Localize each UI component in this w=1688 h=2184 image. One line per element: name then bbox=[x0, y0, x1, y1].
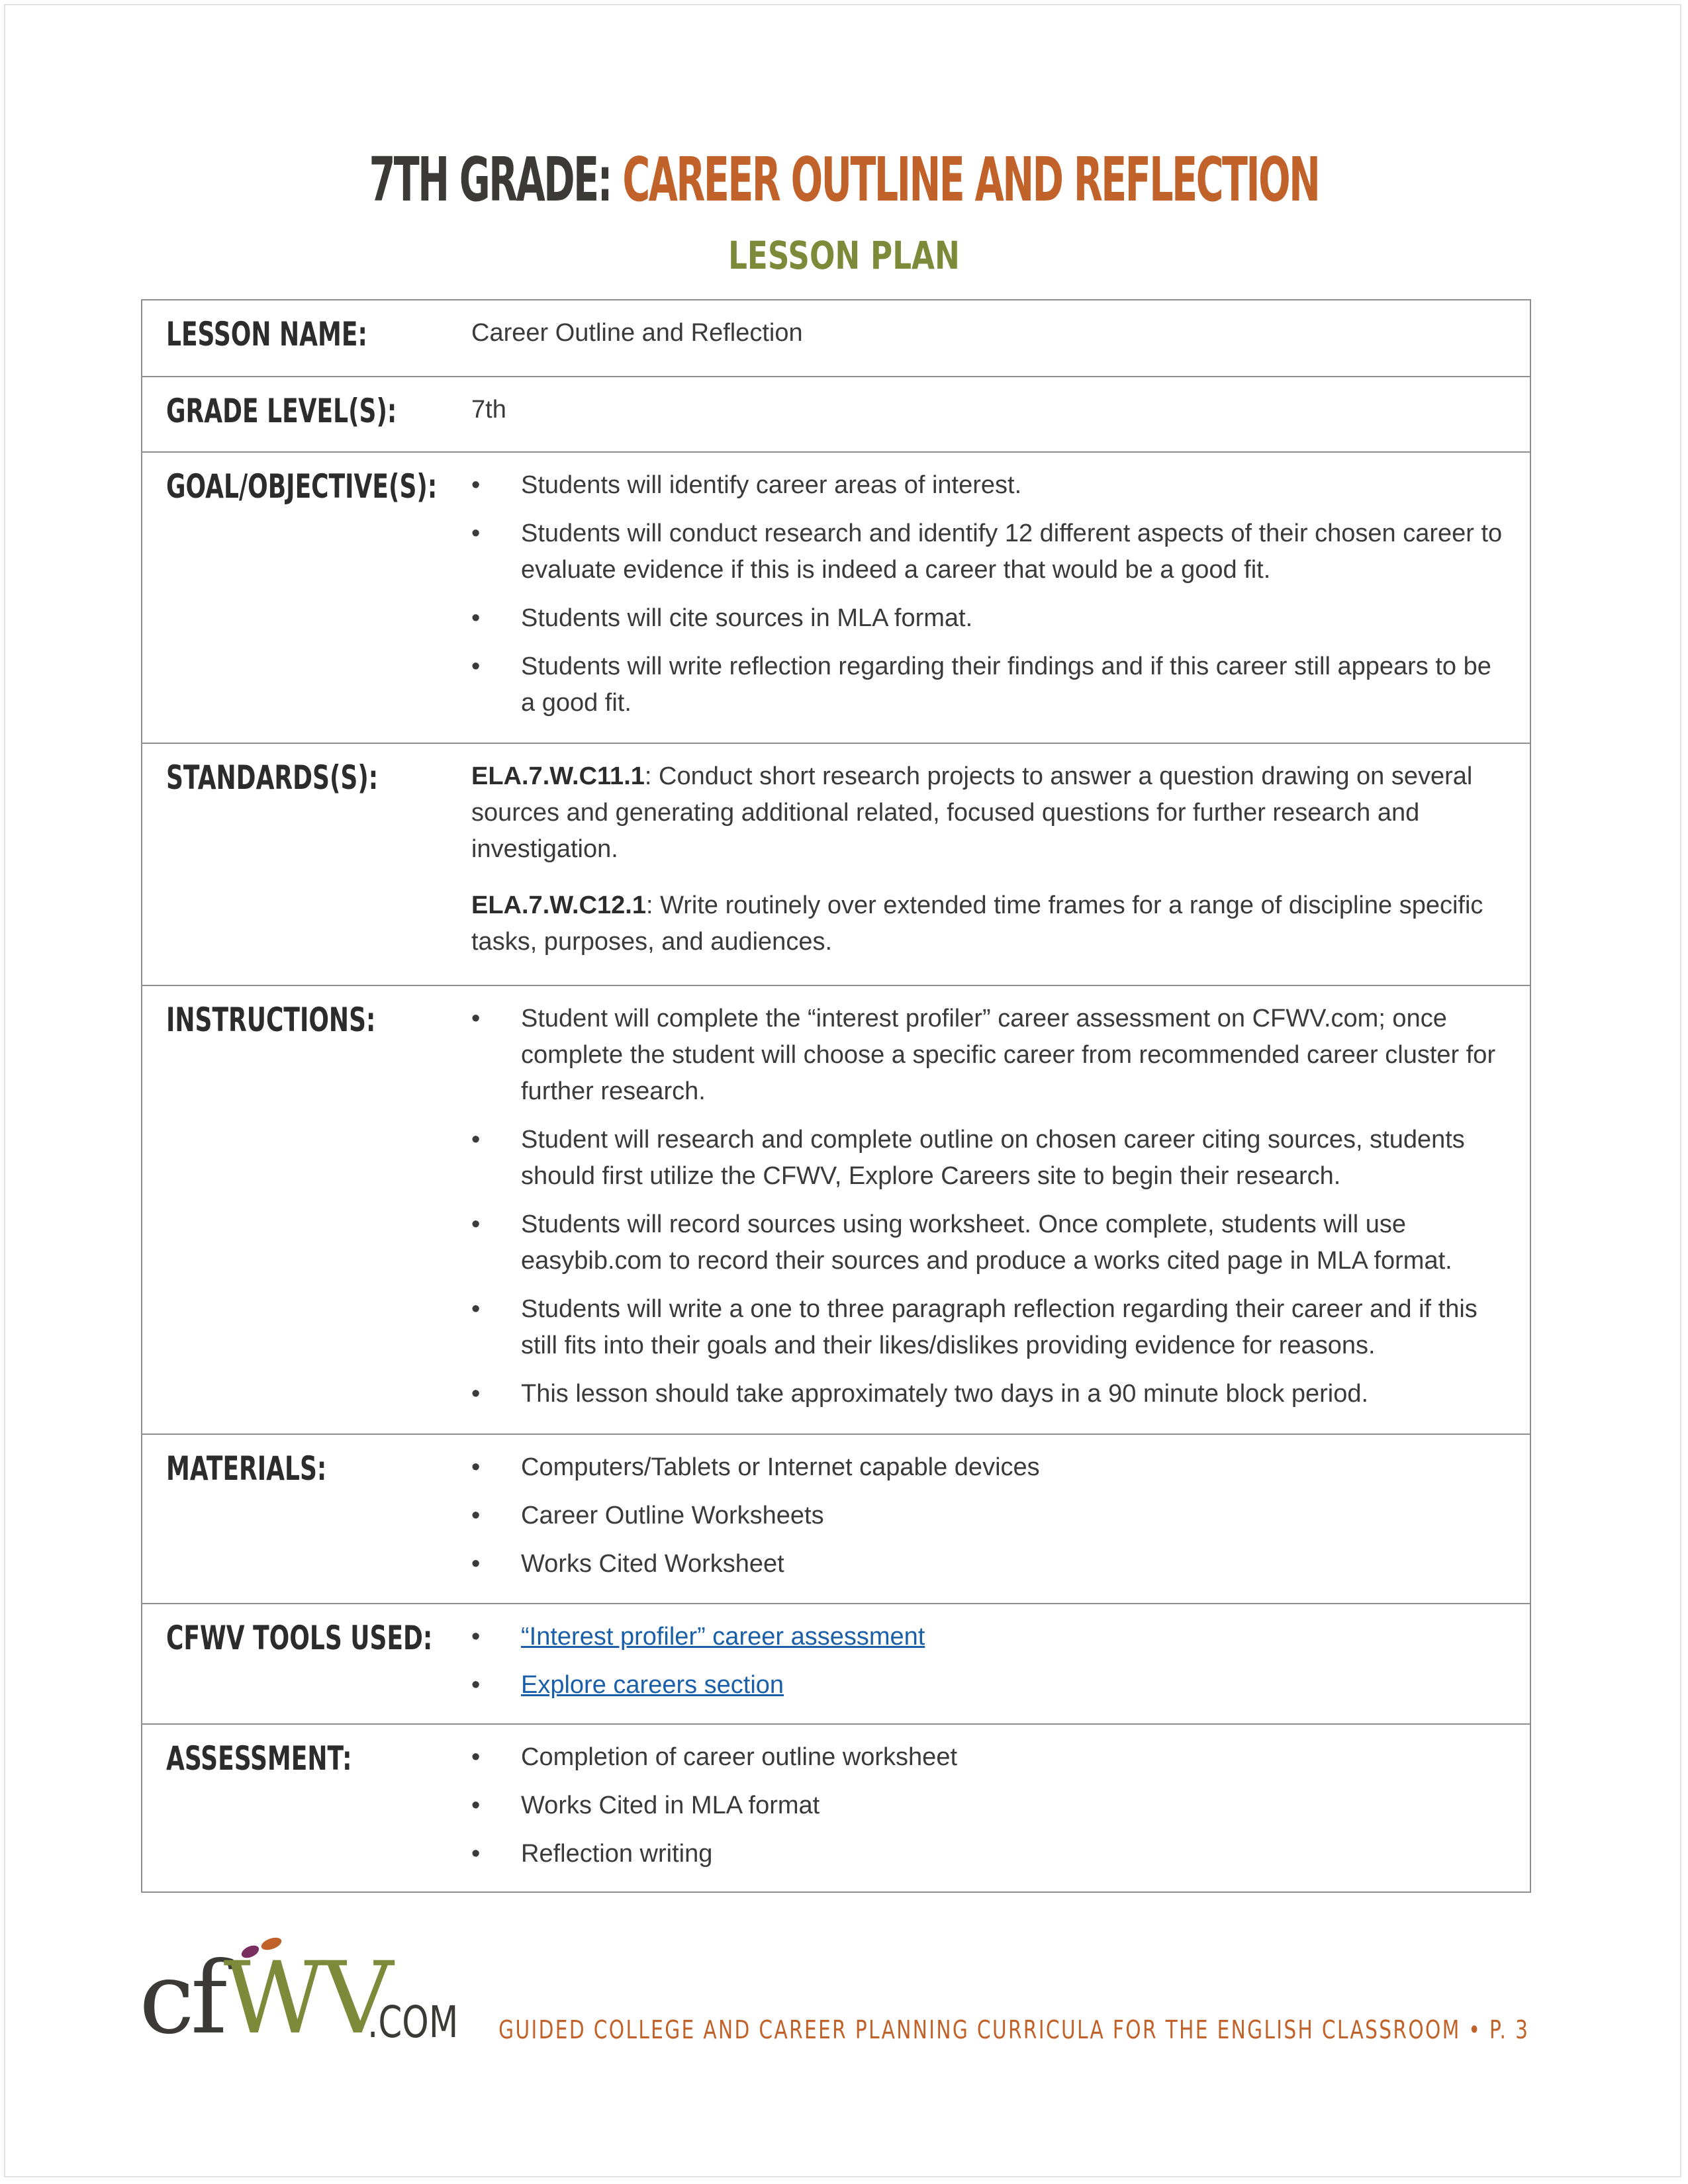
label-grade-level: GRADE LEVEL(S): bbox=[166, 392, 397, 430]
list-item bbox=[471, 1619, 1510, 1655]
label-lesson-name: LESSON NAME: bbox=[166, 315, 367, 353]
logo-letters bbox=[139, 1941, 390, 2056]
value-standards bbox=[471, 758, 1530, 985]
value-assessment bbox=[471, 1739, 1530, 1891]
row-assessment bbox=[142, 1723, 1530, 1891]
value-goals bbox=[471, 467, 1530, 743]
list-item: • Career Outline Worksheets bbox=[471, 1498, 1510, 1534]
title-main: CAREER OUTLINE AND REFLECTION bbox=[622, 144, 1319, 215]
tools-list bbox=[471, 1619, 1510, 1704]
page-title bbox=[321, 144, 1368, 215]
list-item: • Students will write a one to three paragraph reflection regarding their career and if this still fits into their goals and their likes/dislikes providing evidence for reasons. bbox=[471, 1291, 1510, 1364]
label-tools: CFWV TOOLS USED: bbox=[166, 1619, 433, 1657]
explore-careers-link[interactable]: Explore careers section bbox=[521, 1671, 784, 1699]
label-goals: GOAL/OBJECTIVE(S): bbox=[166, 467, 438, 506]
grade-level-text: 7th bbox=[471, 396, 506, 424]
logo-dotcom: .COM bbox=[367, 1997, 459, 2048]
cfwv-logo bbox=[139, 1941, 483, 2056]
materials-list bbox=[471, 1449, 1510, 1582]
standard-code: ELA.7.W.C11.1 bbox=[471, 762, 645, 790]
list-item: • Reflection writing bbox=[471, 1836, 1510, 1872]
list-item: • This lesson should take approximately two days in a 90 minute block period. bbox=[471, 1376, 1510, 1412]
value-grade-level bbox=[471, 392, 1530, 451]
goals-list bbox=[471, 467, 1510, 721]
list-item: • Students will cite sources in MLA format. bbox=[471, 600, 1510, 637]
value-instructions bbox=[471, 1001, 1530, 1433]
standard-1 bbox=[471, 758, 1510, 868]
list-item: • Students will conduct research and identify 12 different aspects of their chosen career to evaluate evidence if this is indeed a career that would be a good fit. bbox=[471, 516, 1510, 588]
lesson-name-text: Career Outline and Reflection bbox=[471, 319, 803, 347]
list-item: • Works Cited in MLA format bbox=[471, 1788, 1510, 1824]
label-assessment: ASSESSMENT: bbox=[166, 1739, 352, 1778]
value-lesson-name bbox=[471, 315, 1530, 376]
list-item: • Works Cited Worksheet bbox=[471, 1546, 1510, 1582]
list-item: • Completion of career outline worksheet bbox=[471, 1739, 1510, 1776]
value-tools bbox=[471, 1619, 1530, 1723]
row-materials bbox=[142, 1433, 1530, 1603]
row-goals bbox=[142, 451, 1530, 743]
assessment-list bbox=[471, 1739, 1510, 1872]
page-subtitle: LESSON PLAN bbox=[728, 233, 960, 278]
standard-text: : Conduct short research projects to answer a question drawing on several sources and generating additional related, focused questions for further research and investigation. bbox=[471, 762, 1473, 863]
row-instructions bbox=[142, 985, 1530, 1433]
row-lesson-name bbox=[142, 300, 1530, 376]
row-standards bbox=[142, 743, 1530, 985]
instructions-list bbox=[471, 1001, 1510, 1412]
list-item: • Student will research and complete outline on chosen career citing sources, students should first utilize the CFWV, Explore Careers site to begin their research. bbox=[471, 1122, 1510, 1195]
label-standards: STANDARDS(S): bbox=[166, 758, 379, 797]
list-item: • Students will write reflection regarding their findings and if this career still appears to be a good fit. bbox=[471, 649, 1510, 721]
standard-text: : Write routinely over extended time frames for a range of discipline specific tasks, purposes, and audiences. bbox=[471, 891, 1483, 956]
interest-profiler-link[interactable]: “Interest profiler” career assessment bbox=[521, 1623, 925, 1651]
list-item bbox=[471, 1667, 1510, 1704]
list-item: • Student will complete the “interest profiler” career assessment on CFWV.com; once complete the student will choose a specific career from recommended career cluster for further research. bbox=[471, 1001, 1510, 1110]
standard-2 bbox=[471, 887, 1510, 960]
label-materials: MATERIALS: bbox=[166, 1449, 327, 1488]
list-item: • Students will identify career areas of interest. bbox=[471, 467, 1510, 504]
label-instructions: INSTRUCTIONS: bbox=[166, 1001, 376, 1039]
list-item: • Computers/Tablets or Internet capable devices bbox=[471, 1449, 1510, 1486]
standard-code: ELA.7.W.C12.1 bbox=[471, 891, 646, 919]
logo-wv: WV bbox=[223, 1941, 390, 2056]
value-materials bbox=[471, 1449, 1530, 1603]
row-tools bbox=[142, 1603, 1530, 1723]
logo-f: f bbox=[191, 1941, 224, 2056]
list-item: • Students will record sources using worksheet. Once complete, students will use easybib.com to record their sources and produce a works cited page in MLA format. bbox=[471, 1206, 1510, 1279]
logo-c: c bbox=[139, 1941, 191, 2056]
footer-text: GUIDED COLLEGE AND CAREER PLANNING CURRICULA FOR THE ENGLISH CLASSROOM • P. 3 bbox=[498, 2015, 1529, 2044]
row-grade-level bbox=[142, 376, 1530, 451]
title-prefix: 7TH GRADE: bbox=[369, 144, 623, 215]
lesson-plan-table bbox=[141, 299, 1531, 1893]
